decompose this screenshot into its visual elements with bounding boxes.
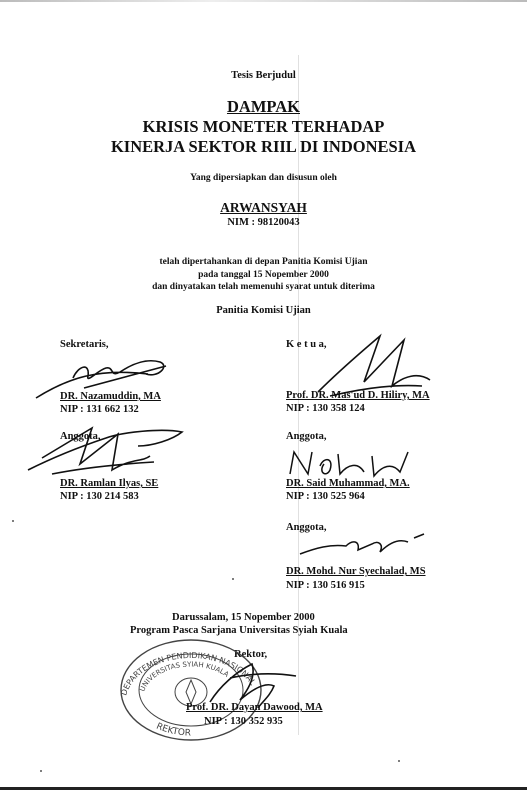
secretary-name: DR. Nazamuddin, MA bbox=[60, 391, 161, 402]
title-line-2: KRISIS MONETER TERHADAP bbox=[142, 117, 385, 136]
member-right-1-name: DR. Said Muhammad, MA. bbox=[286, 478, 410, 489]
chair-role: K e t u a, bbox=[286, 339, 327, 350]
member-right-2-nip: NIP : 130 516 915 bbox=[286, 580, 365, 591]
stamp-bottom-text: REKTOR bbox=[154, 721, 192, 739]
rector-nip: NIP : 130 352 935 bbox=[204, 716, 283, 727]
chair-name: Prof. DR. Mas'ud D. Hiliry, MA bbox=[286, 390, 430, 401]
thesis-intro: Tesis Berjudul bbox=[231, 70, 296, 81]
rector-name: Prof. DR. Dayan Dawood, MA bbox=[186, 702, 323, 713]
scan-speck bbox=[398, 760, 400, 762]
chair-nip: NIP : 130 358 124 bbox=[286, 403, 365, 414]
member-left-name: DR. Ramlan Ilyas, SE bbox=[60, 478, 159, 489]
defense-line-3: dan dinyatakan telah memenuhi syarat untuk diterima bbox=[152, 282, 375, 292]
member-right-1-nip: NIP : 130 525 964 bbox=[286, 491, 365, 502]
chair-signature bbox=[314, 326, 434, 400]
member-right-2-role: Anggota, bbox=[286, 522, 327, 533]
stamp-inner-text: UNIVERSITAS SYIAH KUALA bbox=[138, 660, 231, 693]
secretary-nip: NIP : 131 662 132 bbox=[60, 404, 139, 415]
title-line-1: DAMPAK bbox=[226, 97, 300, 116]
member-left-nip: NIP : 130 214 583 bbox=[60, 491, 139, 502]
member-right-1-role: Anggota, bbox=[286, 431, 327, 442]
page-top-edge bbox=[0, 0, 527, 2]
defense-line-2: pada tanggal 15 Nopember 2000 bbox=[198, 270, 329, 280]
program-name: Program Pasca Sarjana Universitas Syiah Kuala bbox=[130, 625, 348, 636]
place-date: Darussalam, 15 Nopember 2000 bbox=[172, 612, 315, 623]
author-name: ARWANSYAH bbox=[220, 200, 307, 215]
scan-speck bbox=[12, 520, 14, 522]
scan-speck bbox=[40, 770, 42, 772]
member-right-2-name: DR. Mohd. Nur Syechalad, MS bbox=[286, 566, 426, 577]
prepared-by: Yang dipersiapkan dan disusun oleh bbox=[190, 173, 337, 183]
stamp-outer-text: DEPARTEMEN PENDIDIKAN NASIONAL bbox=[119, 650, 258, 697]
scan-speck bbox=[232, 578, 234, 580]
defense-line-1: telah dipertahankan di depan Panitia Komisi Ujian bbox=[159, 257, 368, 267]
member-left-signature bbox=[22, 418, 192, 484]
rector-role: Rektor, bbox=[234, 649, 268, 660]
committee-heading: Panitia Komisi Ujian bbox=[216, 305, 311, 316]
member-left-role: Anggota, bbox=[60, 431, 101, 442]
title-line-3: KINERJA SEKTOR RIIL DI INDONESIA bbox=[110, 137, 417, 156]
author-nim: NIM : 98120043 bbox=[227, 217, 300, 228]
secretary-role: Sekretaris, bbox=[60, 339, 109, 350]
member-right-2-signature bbox=[296, 530, 436, 566]
page-bottom-edge bbox=[0, 787, 527, 790]
